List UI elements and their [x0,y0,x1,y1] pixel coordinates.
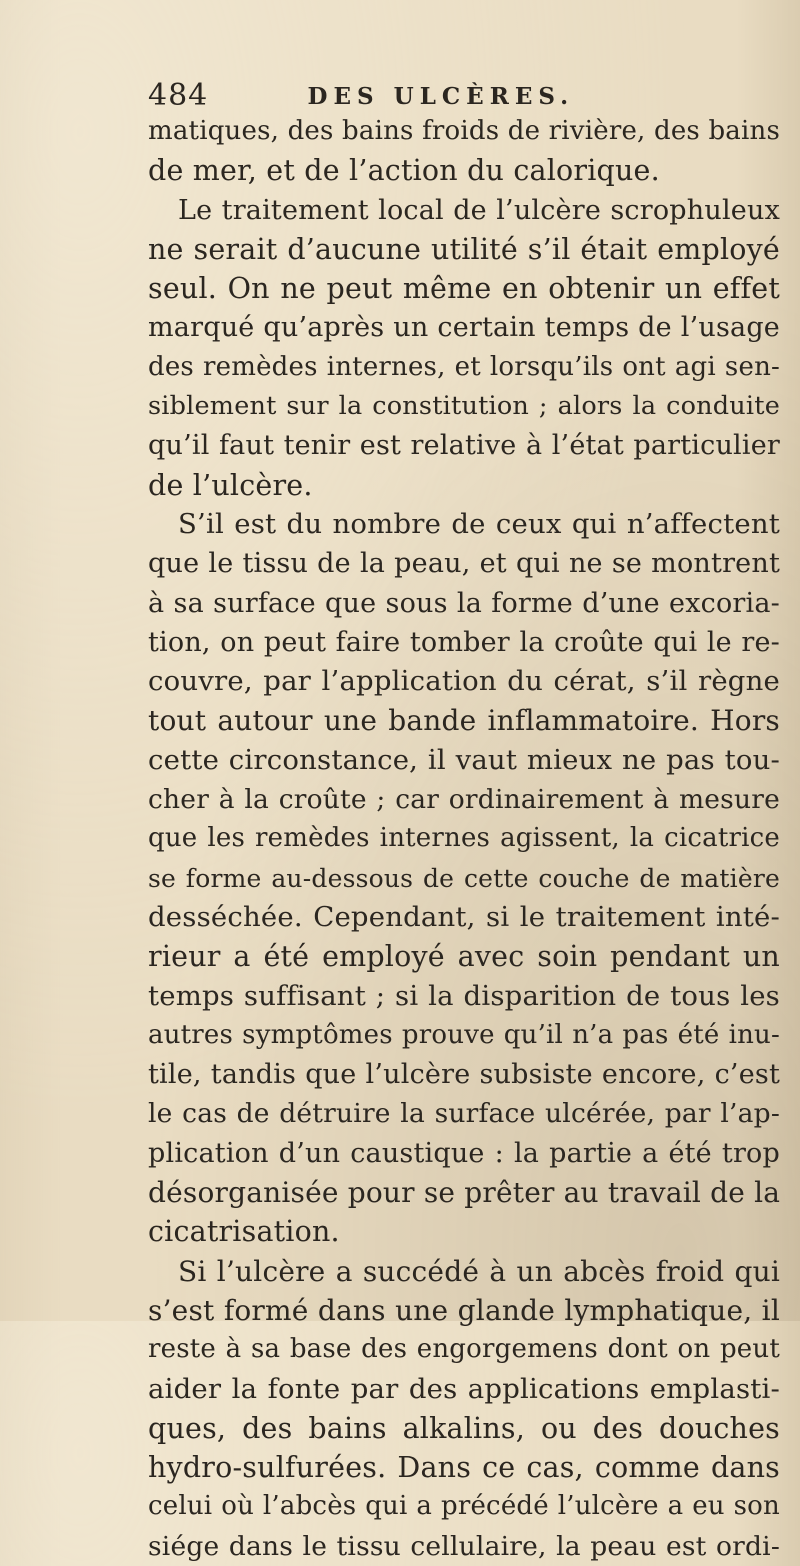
text-line: ques, des bains alkalins, ou des douches [148,1411,780,1445]
text-line: tout autour une bande inflammatoire. Hors [148,704,780,738]
text-line: qu’il faut tenir est relative à l’état particulier [148,430,780,462]
text-line: desséchée. Cependant, si le traitement inté- [148,900,780,933]
text-line: cicatrisation. [148,1215,340,1249]
text-line: cher à la croûte ; car ordinairement à mesure [148,784,780,816]
text-line: siége dans le tissu cellulaire, la peau est ordi- [148,1530,780,1562]
text-line: rieur a été employé avec soin pendant un [148,940,780,974]
text-line: tion, on peut faire tomber la croûte qui le re- [148,626,780,658]
text-line: couvre, par l’application du cérat, s’il règne [148,665,780,698]
text-line: S’il est du nombre de ceux qui n’affectent [178,507,780,540]
text-line: des remèdes internes, et lorsqu’ils ont agi sen- [148,351,780,382]
text-line: à sa surface que sous la forme d’une excoria- [148,587,780,619]
body-text [148,112,780,1566]
text-line: de l’ulcère. [148,468,313,502]
text-line: autres symptômes prouve qu’il n’a pas été inu- [148,1019,780,1050]
text-line: temps suffisant ; si la disparition de tous les [148,979,780,1012]
text-line: hydro-sulfurées. Dans ce cas, comme dans [148,1451,780,1485]
text-line: s’est formé dans une glande lymphatique, il [148,1293,780,1327]
running-title: DES ULCÈRES. [307,83,575,110]
text-line: que les remèdes internes agissent, la cicatrice [148,823,780,854]
page-header [148,76,748,116]
text-line: se forme au-dessous de cette couche de matière [148,863,780,893]
text-line: ne serait d’aucune utilité s’il était employé [148,232,780,266]
text-line: Si l’ulcère a succédé à un abcès froid qui [178,1254,780,1288]
text-line: plication d’un caustique : la partie a été trop [148,1137,780,1169]
text-line: tile, tandis que l’ulcère subsiste encore, c’est [148,1059,780,1091]
text-line: celui où l’abcès qui a précédé l’ulcère a eu son [148,1491,780,1522]
text-line: marqué qu’après un certain temps de l’usage [148,312,780,344]
text-line: seul. On ne peut même en obtenir un effet [148,272,780,306]
text-line: cette circonstance, il vaut mieux ne pas tou- [148,743,780,776]
text-line: aider la fonte par des applications emplasti- [148,1372,780,1405]
text-line: reste à sa base des engorgemens dont on peut [148,1334,780,1365]
page-number: 484 [148,78,209,113]
text-line: de mer, et de l’action du calorique. [148,154,660,188]
text-line: matiques, des bains froids de rivière, des bains [148,116,780,146]
text-line: que le tissu de la peau, et qui ne se montrent [148,548,780,580]
text-line: siblement sur la constitution ; alors la conduite [148,391,780,422]
text-line: Le traitement local de l’ulcère scrophuleux [178,194,780,226]
text-line: désorganisée pour se prêter au travail de la [148,1176,781,1210]
text-line: le cas de détruire la surface ulcérée, par l’ap- [148,1098,780,1130]
